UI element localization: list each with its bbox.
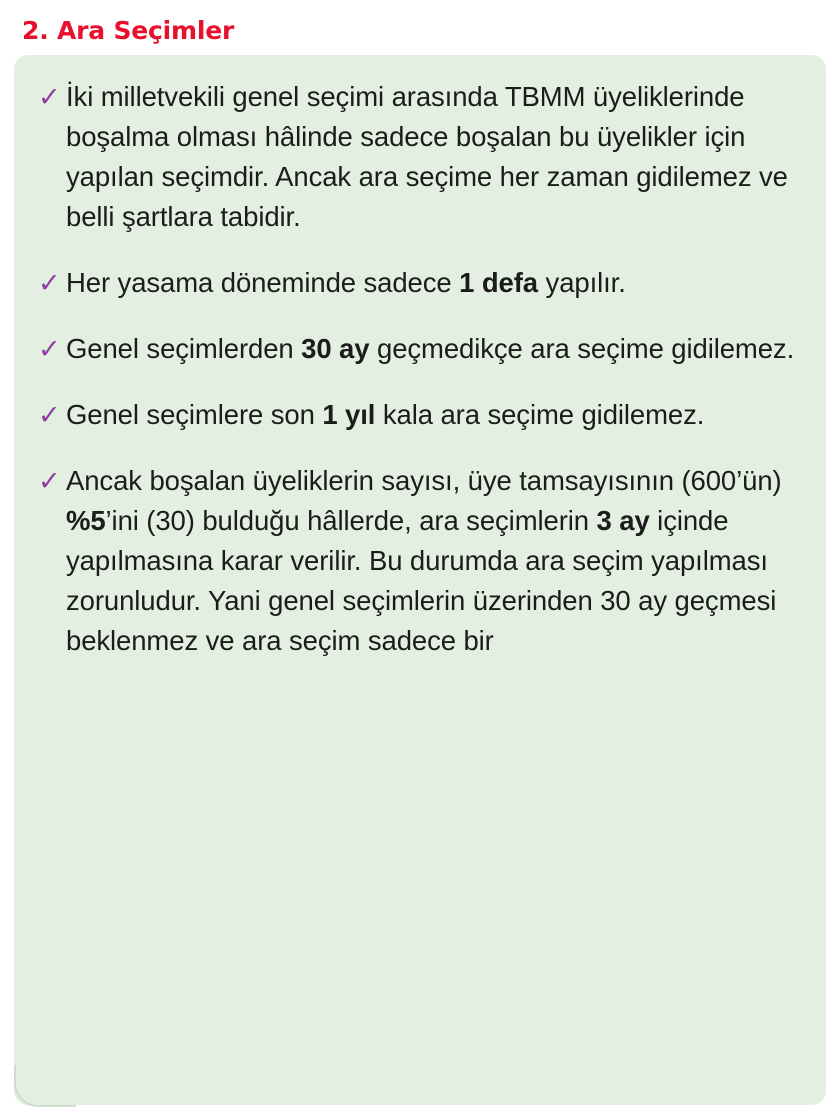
check-icon: ✓ (38, 466, 61, 496)
list-item (32, 395, 808, 435)
check-icon: ✓ (38, 82, 61, 112)
check-icon: ✓ (38, 268, 61, 298)
check-icon: ✓ (38, 334, 61, 364)
page-title: 2. Ara Seçimler (22, 16, 235, 45)
list-item (32, 263, 808, 303)
list-item-text: Her yasama döneminde sadece 1 defa yapılır. (66, 267, 626, 298)
list-item-text: Ancak boşalan üyeliklerin sayısı, üye tamsayısının (600’ün) %5’ini (30) bulduğu hâllerde, ara seçimlerin 3 ay içinde yapılmasına karar verilir. Bu durumda ara seçim yapılması zorunludur. Yani genel seçimlerin üzerinden 30 ay geçmesi beklenmez ve ara seçim sadece bir (66, 465, 782, 656)
list-item-text: Genel seçimlerden 30 ay geçmedikçe ara seçime gidilemez. (66, 333, 795, 364)
list-item-text: İki milletvekili genel seçimi arasında TBMM üyeliklerinde boşalma olması hâlinde sadece boşalan bu üyelikler için yapılan seçimdir. Ancak ara seçime her zaman gidilemez ve belli şartlara tabidir. (66, 81, 788, 232)
list-item (32, 329, 808, 369)
bullet-list (32, 77, 808, 661)
list-item-text: Genel seçimlere son 1 yıl kala ara seçime gidilemez. (66, 399, 705, 430)
corner-decoration (14, 1065, 76, 1107)
list-item (32, 77, 808, 237)
list-item (32, 461, 808, 661)
check-icon: ✓ (38, 400, 61, 430)
content-card (14, 55, 826, 1105)
